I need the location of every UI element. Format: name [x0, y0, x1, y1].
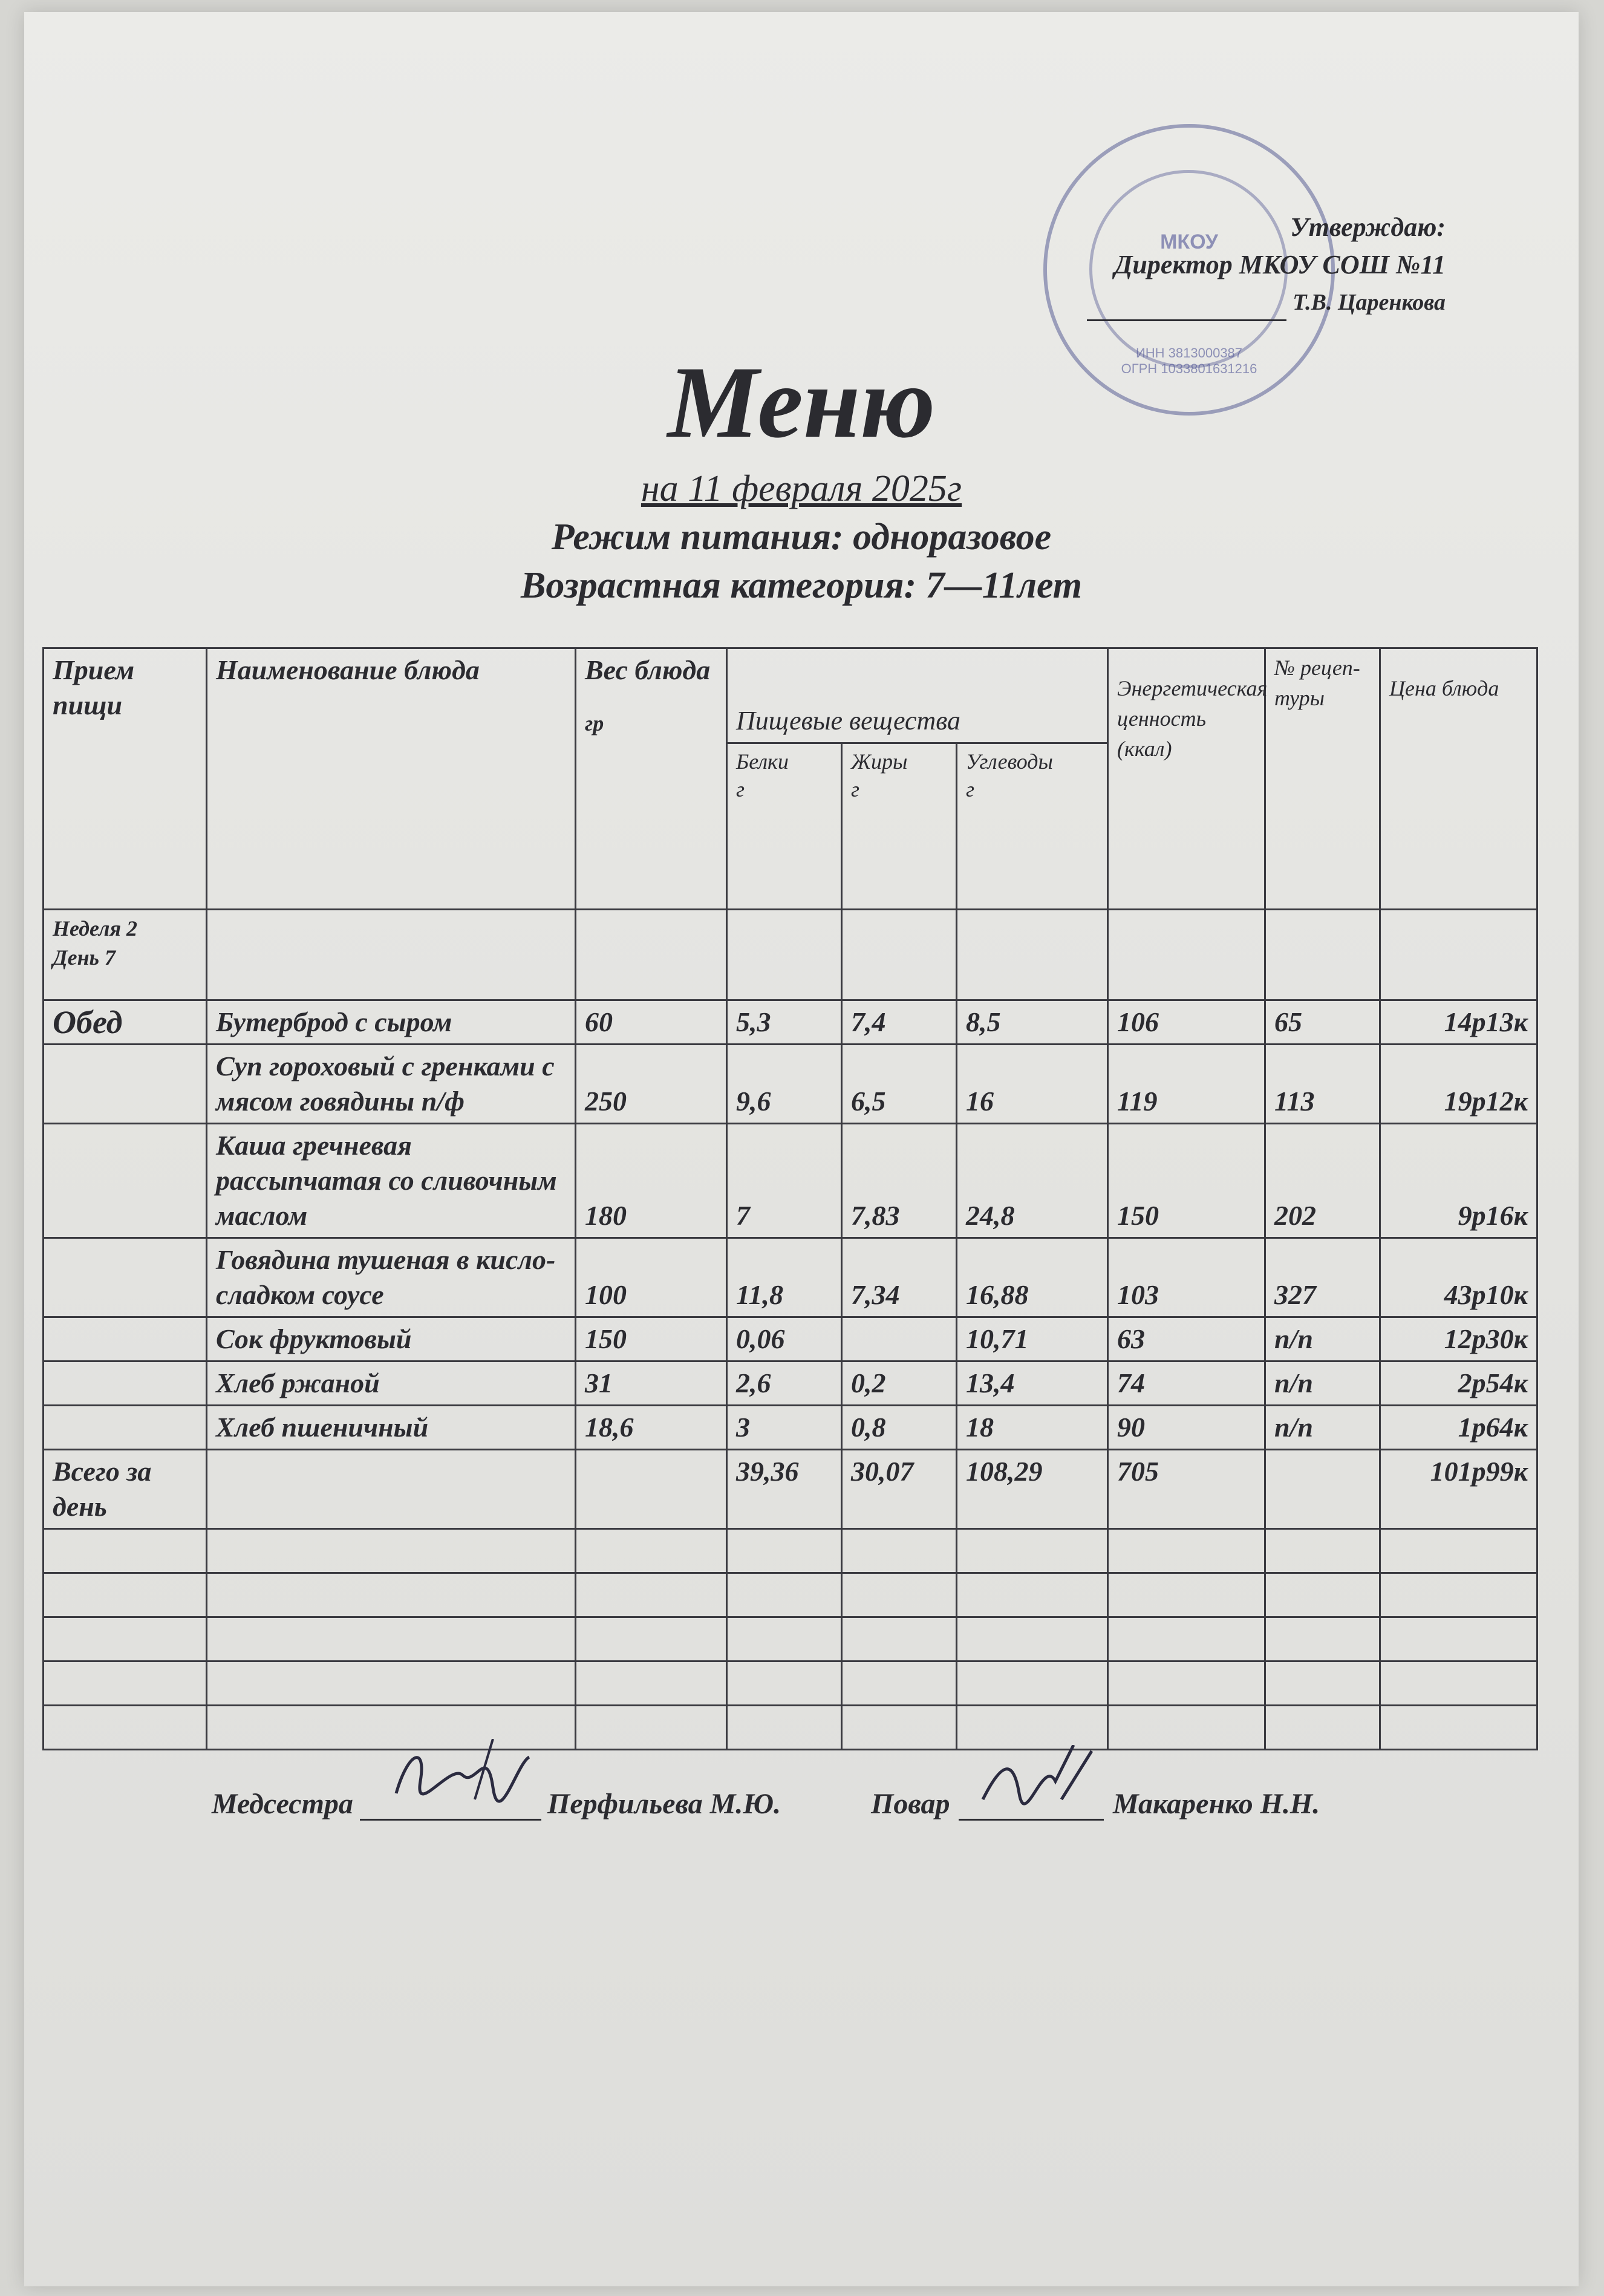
cell-protein: 5,3	[727, 1000, 842, 1045]
total-protein: 39,36	[727, 1450, 842, 1529]
total-fat: 30,07	[842, 1450, 957, 1529]
cell-dish: Сок фруктовый	[207, 1317, 576, 1362]
cell-energy: 63	[1108, 1317, 1265, 1362]
header-fat: Жиры г	[842, 743, 957, 910]
cell-energy: 103	[1108, 1238, 1265, 1317]
meal-mode: Режим питания: одноразовое	[551, 517, 1052, 558]
cell-recipe: 65	[1265, 1000, 1380, 1045]
cell-weight: 150	[576, 1317, 727, 1362]
nurse-name: Перфильева М.Ю.	[547, 1788, 781, 1820]
table-row	[44, 1000, 1537, 1045]
cell-dish: Хлеб пшеничный	[207, 1406, 576, 1450]
cell-price: 19р12к	[1380, 1045, 1537, 1124]
cell-protein: 7	[727, 1124, 842, 1238]
cook-label: Повар	[871, 1788, 950, 1820]
week-day-cell: Неделя 2 День 7	[44, 910, 207, 1000]
header-weight: Вес блюда гр	[576, 648, 727, 910]
cell-carbs: 16,88	[957, 1238, 1108, 1317]
cell-dish: Бутерброд с сыром	[207, 1000, 576, 1045]
header-meal: Прием пищи	[44, 648, 207, 910]
total-price: 101р99к	[1380, 1450, 1537, 1529]
cell-recipe: 113	[1265, 1045, 1380, 1124]
header-energy: Энергетическая ценность (ккал)	[1108, 648, 1265, 910]
total-row	[44, 1450, 1537, 1529]
cell-fat: 7,83	[842, 1124, 957, 1238]
total-carbs: 108,29	[957, 1450, 1108, 1529]
header-price: Цена блюда	[1380, 648, 1537, 910]
nurse-label: Медсестра	[212, 1788, 353, 1820]
header-protein: Белки г	[727, 743, 842, 910]
cell-energy: 119	[1108, 1045, 1265, 1124]
cell-energy: 90	[1108, 1406, 1265, 1450]
table-row	[44, 1362, 1537, 1406]
director-signature-line	[1087, 292, 1286, 321]
cell-protein: 9,6	[727, 1045, 842, 1124]
total-energy: 705	[1108, 1450, 1265, 1529]
cell-weight: 31	[576, 1362, 727, 1406]
cell-carbs: 18	[957, 1406, 1108, 1450]
cell-fat: 6,5	[842, 1045, 957, 1124]
cell-meal: Обед	[44, 1000, 207, 1045]
cook-signature-icon	[971, 1745, 1104, 1818]
cell-price: 12р30к	[1380, 1317, 1537, 1362]
cell-price: 43р10к	[1380, 1238, 1537, 1317]
cell-recipe: 202	[1265, 1124, 1380, 1238]
cell-weight: 60	[576, 1000, 727, 1045]
cell-recipe: 327	[1265, 1238, 1380, 1317]
week-day-row	[44, 910, 1537, 1000]
cell-carbs: 24,8	[957, 1124, 1108, 1238]
page-title: Меню	[667, 345, 936, 459]
cell-meal	[44, 1238, 207, 1317]
cell-recipe: п/п	[1265, 1406, 1380, 1450]
cell-carbs: 10,71	[957, 1317, 1108, 1362]
cell-fat: 7,4	[842, 1000, 957, 1045]
menu-date: на 11 февраля 2025г	[641, 468, 962, 509]
cell-carbs: 16	[957, 1045, 1108, 1124]
cell-protein: 0,06	[727, 1317, 842, 1362]
cell-recipe: п/п	[1265, 1317, 1380, 1362]
cell-fat: 7,34	[842, 1238, 957, 1317]
cell-price: 2р54к	[1380, 1362, 1537, 1406]
header-carbs: Углеводы г	[957, 743, 1108, 910]
cell-dish: Говядина тушеная в кисло-сладком соусе	[207, 1238, 576, 1317]
header-row	[44, 648, 1537, 743]
cell-weight: 18,6	[576, 1406, 727, 1450]
cell-dish: Суп гороховый с гренками с мясом говядины п/ф	[207, 1045, 576, 1124]
cell-dish: Хлеб ржаной	[207, 1362, 576, 1406]
cook-name: Макаренко Н.Н.	[1113, 1788, 1320, 1820]
table-row	[44, 1406, 1537, 1450]
cell-weight: 100	[576, 1238, 727, 1317]
cell-meal	[44, 1124, 207, 1238]
cell-dish: Каша гречневая рассыпчатая со сливочным маслом	[207, 1124, 576, 1238]
cell-protein: 2,6	[727, 1362, 842, 1406]
cell-protein: 11,8	[727, 1238, 842, 1317]
approval-position: Директор МКОУ СОШ №11	[1114, 250, 1446, 279]
cell-energy: 74	[1108, 1362, 1265, 1406]
cell-price: 14р13к	[1380, 1000, 1537, 1045]
cell-meal	[44, 1045, 207, 1124]
cook-signature-line	[959, 1787, 1104, 1821]
cell-fat	[842, 1317, 957, 1362]
cell-weight: 250	[576, 1045, 727, 1124]
total-label: Всего за день	[44, 1450, 207, 1529]
header-weight-unit: гр	[585, 711, 604, 735]
menu-table	[42, 647, 1538, 1750]
cell-energy: 150	[1108, 1124, 1265, 1238]
director-name: Т.В. Царенкова	[1293, 290, 1446, 315]
header-dish: Наименование блюда	[207, 648, 576, 910]
approval-heading: Утверждаю:	[1290, 212, 1446, 242]
cell-price: 1р64к	[1380, 1406, 1537, 1450]
cell-meal	[44, 1317, 207, 1362]
approval-block	[1087, 209, 1446, 321]
cell-price: 9р16к	[1380, 1124, 1537, 1238]
table-row	[44, 1124, 1537, 1238]
cell-recipe: п/п	[1265, 1362, 1380, 1406]
stamp-center-text: МКОУ	[1160, 230, 1218, 253]
nurse-signature-icon	[384, 1739, 541, 1812]
stamp-inn-text: ИНН 3813000387 ОГРН 1033801631216	[1121, 345, 1257, 376]
cell-carbs: 13,4	[957, 1362, 1108, 1406]
cell-carbs: 8,5	[957, 1000, 1108, 1045]
table-row	[44, 1238, 1537, 1317]
header-nutrients: Пищевые вещества	[727, 648, 1108, 743]
cell-fat: 0,2	[842, 1362, 957, 1406]
cell-weight: 180	[576, 1124, 727, 1238]
header-recipe: № рецеп-туры	[1265, 648, 1380, 910]
cell-meal	[44, 1362, 207, 1406]
menu-sheet	[24, 12, 1579, 2286]
cell-meal	[44, 1406, 207, 1450]
nurse-signature-line	[360, 1787, 541, 1821]
menu-rows	[44, 1000, 1537, 1450]
cell-protein: 3	[727, 1406, 842, 1450]
age-category: Возрастная категория: 7—11лет	[521, 565, 1082, 606]
table-row	[44, 1045, 1537, 1124]
table-row	[44, 1317, 1537, 1362]
cell-energy: 106	[1108, 1000, 1265, 1045]
cell-fat: 0,8	[842, 1406, 957, 1450]
